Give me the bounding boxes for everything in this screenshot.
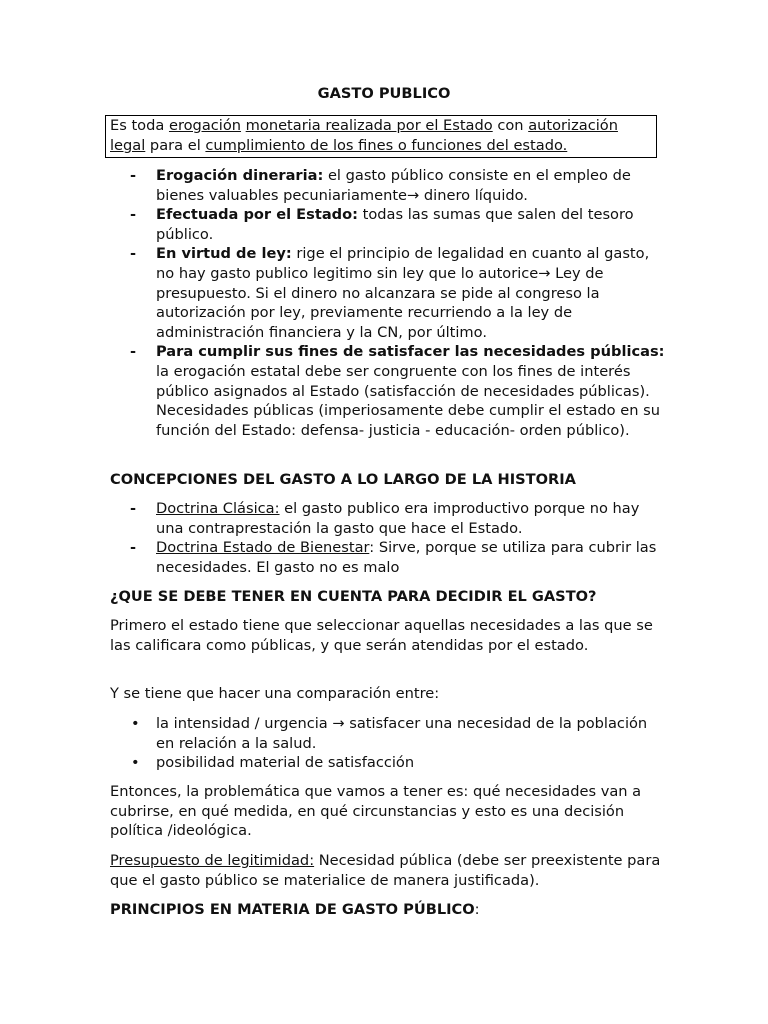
heading-principles-colon: : — [474, 901, 480, 918]
legitimacy-label: Presupuesto de legitimidad: — [110, 852, 315, 869]
definition-text-4: para el — [145, 136, 206, 154]
definition-box — [105, 115, 657, 158]
doctrine-label: Doctrina Estado de Bienestar — [156, 539, 370, 557]
list-item — [110, 499, 670, 538]
definition-underline-4: cumplimiento de los fines o funciones del estado. — [205, 136, 568, 154]
list-item — [110, 205, 670, 244]
definition-text-3: con — [492, 117, 529, 134]
item-bold-label: Para cumplir sus fines de satisfacer las necesidades públicas: — [156, 343, 665, 361]
item-bold-label: En virtud de ley: — [156, 245, 292, 263]
elements-list — [110, 166, 670, 440]
dash-marker: - — [130, 245, 137, 263]
heading-principles-line — [110, 900, 670, 920]
definition-underline-1: erogación — [168, 117, 242, 134]
bullet-marker: • — [131, 754, 140, 772]
definition-text-1: Es toda — [110, 117, 169, 134]
doctrine-text: : Sirve, porque se utiliza para cubrir las necesidades. El gasto no es malo — [156, 539, 657, 576]
legitimacy-text: Necesidad pública (debe ser preexistente para que el gasto público se materialice de manera justificada). — [110, 852, 661, 889]
compare-list — [110, 714, 670, 773]
list-item — [110, 753, 670, 773]
dash-marker: - — [130, 343, 137, 361]
item-bold-label: Erogación dineraria: — [156, 167, 324, 184]
dash-marker: - — [130, 206, 137, 224]
bullet-marker: • — [131, 715, 140, 732]
page-title: GASTO PUBLICO — [317, 85, 451, 102]
item-text: todas las sumas que salen del tesoro público. — [156, 206, 634, 243]
list-item — [110, 166, 670, 205]
doctrine-label: Doctrina Clásica: — [156, 500, 280, 517]
item-text: el gasto público consiste en el empleo de bienes valuables pecuniariamente→ dinero líquido. — [156, 167, 631, 204]
paragraph-compare: Y se tiene que hacer una comparación entre: — [110, 685, 440, 702]
definition-underline-2: monetaria realizada por el Estado — [245, 117, 493, 134]
definition-underline-3: autorización legal — [110, 117, 618, 154]
heading-decide: ¿QUE SE DEBE TENER EN CUENTA PARA DECIDIR EL GASTO? — [110, 588, 597, 605]
heading-history: CONCEPCIONES DEL GASTO A LO LARGO DE LA HISTORIA — [110, 471, 576, 488]
paragraph-problem: Entonces, la problemática que vamos a tener es: qué necesidades van a cubrirse, en qué medida, en qué circunstancias y esto es una decisión política /ideológica. — [110, 783, 642, 840]
paragraph-legitimacy — [110, 851, 670, 890]
doctrine-text: el gasto publico era improductivo porque no hay una contraprestación la gasto que hace el Estado. — [156, 500, 640, 537]
item-text: la erogación estatal debe ser congruente con los fines de interés público asignados al Estado (satisfacción de necesidades públicas). Necesidades públicas (imperiosamente debe cumplir el estado en su función del Estado: defensa- justicia - educación- orden público). — [156, 362, 660, 439]
doctrines-list — [110, 499, 670, 577]
heading-principles: PRINCIPIOS EN MATERIA DE GASTO PÚBLICO — [110, 901, 475, 918]
list-item — [110, 538, 670, 577]
dash-marker: - — [130, 167, 137, 184]
compare-item-text: la intensidad / urgencia → satisfacer una necesidad de la población en relación a la salud. — [156, 715, 648, 752]
paragraph-select: Primero el estado tiene que seleccionar aquellas necesidades a las que se las calificara como públicas, y que serán atendidas por el estado. — [110, 617, 653, 654]
dash-marker: - — [130, 500, 137, 517]
list-item — [110, 714, 670, 753]
item-text: rige el principio de legalidad en cuanto al gasto, no hay gasto publico legitimo sin ley que lo autorice→ Ley de presupuesto. Si el dinero no alcanzara se pide al congreso la autorización por ley, previamente recurriendo a la ley de administración financiera y la CN, por último. — [156, 245, 650, 341]
item-bold-label: Efectuada por el Estado: — [156, 206, 358, 224]
compare-item-text: posibilidad material de satisfacción — [156, 754, 415, 772]
list-item — [110, 342, 670, 440]
dash-marker: - — [130, 539, 137, 557]
list-item — [110, 244, 670, 342]
